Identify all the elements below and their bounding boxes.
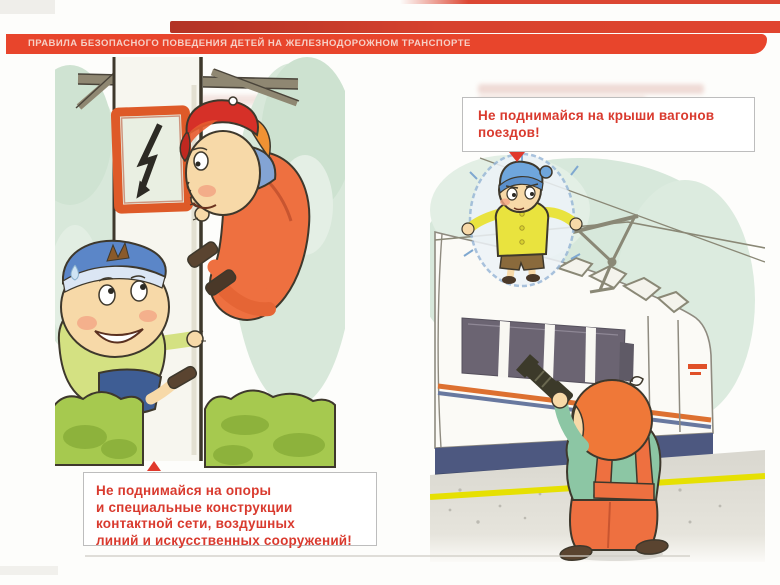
warning-box-right — [462, 97, 755, 152]
scan-hairline — [85, 555, 690, 557]
warning-text-line: линий и искусственных сооружений! — [96, 532, 353, 548]
pole-climbing-illustration — [55, 55, 345, 475]
warning-text-line: Не поднимайся на опоры — [96, 483, 272, 498]
pointer-down-triangle — [509, 152, 525, 162]
warning-text-line: поездов! — [478, 124, 540, 140]
pointer-up-triangle — [147, 461, 161, 471]
train-roof-illustration — [430, 150, 765, 562]
bush-right — [205, 390, 335, 467]
high-voltage-sign — [115, 110, 188, 209]
scan-smudge — [0, 566, 58, 575]
title-bar — [6, 34, 767, 54]
top-red-strip — [170, 21, 780, 33]
bleedthrough-text-artifact — [478, 84, 704, 94]
scan-smudge — [0, 0, 55, 14]
warning-text-line: Не поднимайся на крыши вагонов — [478, 108, 715, 123]
page-title: ПРАВИЛА БЕЗОПАСНОГО ПОВЕДЕНИЯ ДЕТЕЙ НА ЖЕЛЕЗНОДОРОЖНОМ ТРАНСПОРТЕ — [28, 38, 471, 49]
warning-text-line: и специальные конструкции — [96, 499, 293, 515]
warning-text-line: контактной сети, воздушных — [96, 516, 295, 531]
warning-box-left — [83, 472, 377, 546]
top-edge-red-sliver — [400, 0, 780, 4]
bush-left — [55, 392, 143, 465]
